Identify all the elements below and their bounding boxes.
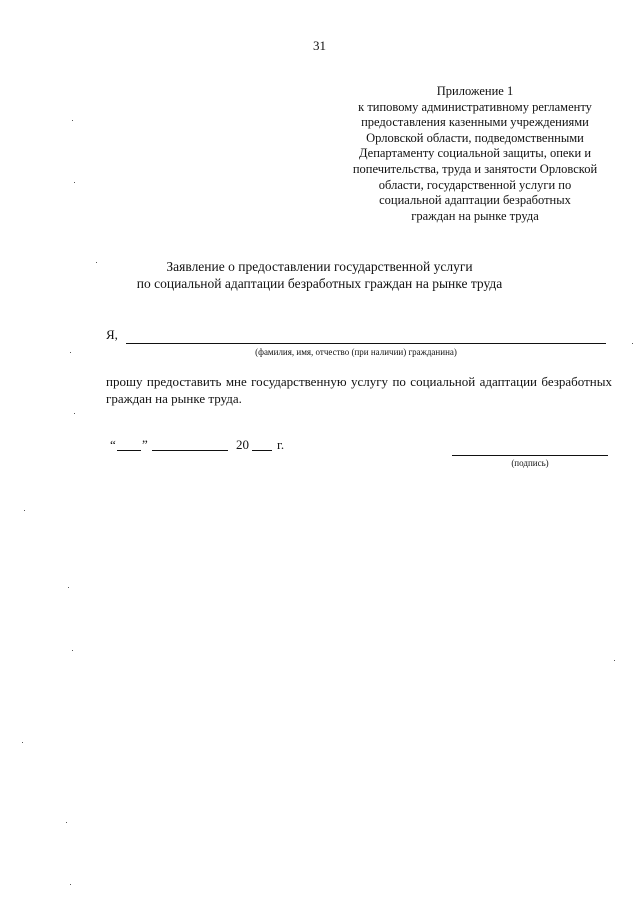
date-year-field[interactable]: [252, 450, 272, 451]
date-row: [110, 437, 310, 455]
document-title-line-2: по социальной адаптации безработных граждан на рынке труда: [136, 276, 503, 291]
scan-speck: [72, 650, 73, 651]
scan-speck: [74, 182, 75, 183]
appendix-line: Орловской области, подведомственными: [366, 130, 584, 145]
applicant-prefix: Я,: [106, 327, 118, 342]
scan-speck: [70, 352, 71, 353]
appendix-line: социальной адаптации безработных: [379, 193, 571, 208]
appendix-line: граждан на рынке труда: [411, 208, 539, 223]
scan-speck: [614, 660, 615, 661]
date-close-quote: ”: [142, 437, 148, 452]
signature-field[interactable]: [452, 455, 608, 456]
scan-speck: [66, 822, 67, 823]
appendix-line: Приложение 1: [436, 84, 514, 98]
scan-speck: [68, 587, 69, 588]
appendix-line: области, государственной услуги по: [378, 177, 572, 192]
scan-speck: [24, 510, 25, 511]
date-year-prefix: 20: [236, 437, 249, 452]
appendix-line: предоставления казенными учреждениями: [361, 115, 589, 130]
date-month-field[interactable]: [152, 450, 228, 451]
signature-hint: (подпись): [511, 458, 549, 468]
page-number: 31: [313, 38, 326, 53]
document-title: [0, 258, 639, 292]
date-open-quote: “: [110, 437, 116, 452]
scan-speck: [72, 120, 73, 121]
appendix-line: попечительства, труда и занятости Орловской: [352, 161, 598, 176]
date-year-suffix: г.: [277, 437, 285, 452]
document-title-line-1: Заявление о предоставлении государственной услуги: [166, 259, 473, 274]
scan-speck: [74, 413, 75, 414]
applicant-name-field[interactable]: [126, 343, 606, 344]
scan-speck: [70, 884, 71, 885]
request-text: прошу предоставить мне государственную услугу по социальной адаптации безработных граждан на рынке труда.: [106, 374, 612, 406]
scan-speck: [96, 262, 97, 263]
scan-speck: [632, 343, 633, 344]
appendix-line: к типовому административному регламенту: [358, 99, 592, 114]
scan-speck: [22, 742, 23, 743]
applicant-row: [106, 327, 606, 347]
appendix-line: Департаменту социальной защиты, опеки и: [358, 146, 592, 161]
appendix-header: [340, 84, 610, 224]
date-day-field[interactable]: [117, 450, 141, 451]
applicant-name-hint: (фамилия, имя, отчество (при наличии) гражданина): [255, 347, 457, 357]
